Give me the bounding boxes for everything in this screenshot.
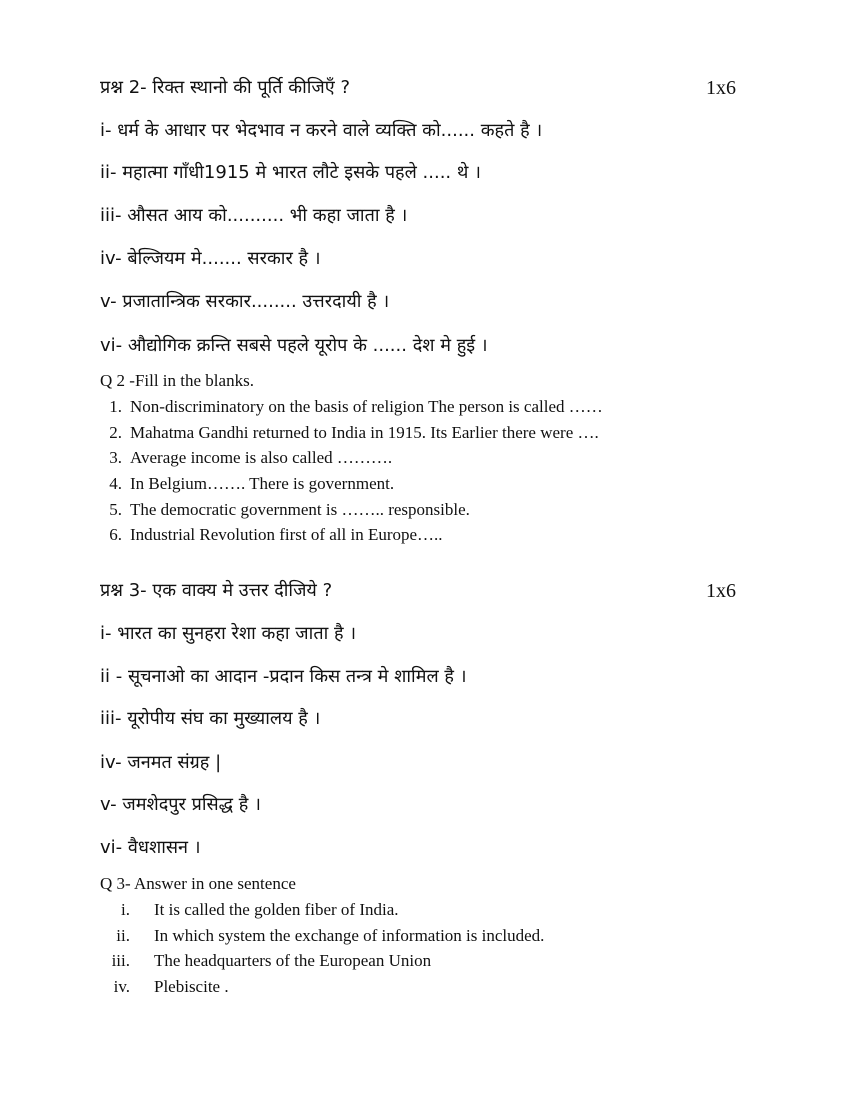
item-number: i. xyxy=(121,900,130,919)
q3-marks: 1x6 xyxy=(706,580,736,602)
item-text: The headquarters of the European Union xyxy=(154,951,432,971)
q3-hindi-item: iii- यूरोपीय संघ का मुख्यालय है । xyxy=(100,708,321,729)
item-text: Non-discriminatory on the basis of religion The person is called …… xyxy=(130,397,603,416)
list-item xyxy=(100,976,544,1002)
q2-english-title: Q 2 -Fill in the blanks. xyxy=(100,371,254,390)
item-number: 6. xyxy=(109,525,122,545)
item-text: In Belgium……. There is government. xyxy=(130,474,395,494)
item-number: 1. xyxy=(109,397,122,416)
item-text: Average income is also called ………. xyxy=(130,448,393,468)
list-item xyxy=(100,899,544,925)
q3-english-list xyxy=(100,899,544,1002)
q2-hindi-item: i- धर्म के आधार पर भेदभाव न करने वाले व्यक्ति को...... कहते है । xyxy=(100,120,543,141)
q2-english-list xyxy=(100,396,603,550)
list-item xyxy=(100,499,603,525)
item-number: ii. xyxy=(116,925,130,945)
item-number: 2. xyxy=(109,422,122,442)
q2-hindi-item: iii- औसत आय को.......... भी कहा जाता है । xyxy=(100,205,408,226)
item-text: The democratic government is …….. responsible. xyxy=(130,499,470,519)
q2-hindi-item: vi- औद्योगिक क्रन्ति सबसे पहले यूरोप के ...... देश मे हुई । xyxy=(100,335,488,356)
item-number: 3. xyxy=(109,448,122,468)
list-item xyxy=(100,422,603,448)
q2-hindi-item: iv- बेल्जियम मे....... सरकार है । xyxy=(100,248,321,269)
item-text: Plebiscite . xyxy=(154,977,229,997)
item-text: Industrial Revolution first of all in Europe….. xyxy=(130,525,443,545)
list-item xyxy=(100,473,603,499)
q3-english-title: Q 3- Answer in one sentence xyxy=(100,874,296,893)
q3-hindi-item: i- भारत का सुनहरा रेशा कहा जाता है । xyxy=(100,623,357,644)
list-item xyxy=(100,524,603,550)
q2-hindi-item: ii- महात्मा गाँधी1915 मे भारत लौटे इसके पहले ..... थे । xyxy=(100,162,481,183)
item-number: 4. xyxy=(109,474,122,494)
q2-hindi-item: v- प्रजातान्त्रिक सरकार........ उत्तरदायी है । xyxy=(100,291,390,312)
q3-hindi-item: ii - सूचनाओ का आदान -प्रदान किस तन्त्र मे शामिल है । xyxy=(100,666,467,687)
item-number: iv. xyxy=(113,977,130,997)
list-item xyxy=(100,950,544,976)
item-number: iii. xyxy=(111,951,130,971)
q3-hindi-title: प्रश्न 3- एक वाक्य मे उत्तर दीजिये ? xyxy=(100,580,333,601)
q2-hindi-title: प्रश्न 2- रिक्त स्थानो की पूर्ति कीजिएँ ? xyxy=(100,77,350,98)
q2-marks: 1x6 xyxy=(706,77,736,99)
item-text: It is called the golden fiber of India. xyxy=(154,900,399,919)
list-item xyxy=(100,447,603,473)
item-text: In which system the exchange of information is included. xyxy=(154,925,545,945)
q3-hindi-item: iv- जनमत संग्रह | xyxy=(100,752,222,773)
q3-hindi-item: v- जमशेदपुर प्रसिद्ध है । xyxy=(100,794,261,815)
item-text: Mahatma Gandhi returned to India in 1915. Its Earlier there were …. xyxy=(130,422,599,442)
q3-hindi-item: vi- वैधशासन । xyxy=(100,837,201,858)
list-item xyxy=(100,396,603,422)
item-number: 5. xyxy=(109,499,122,519)
list-item xyxy=(100,925,544,951)
